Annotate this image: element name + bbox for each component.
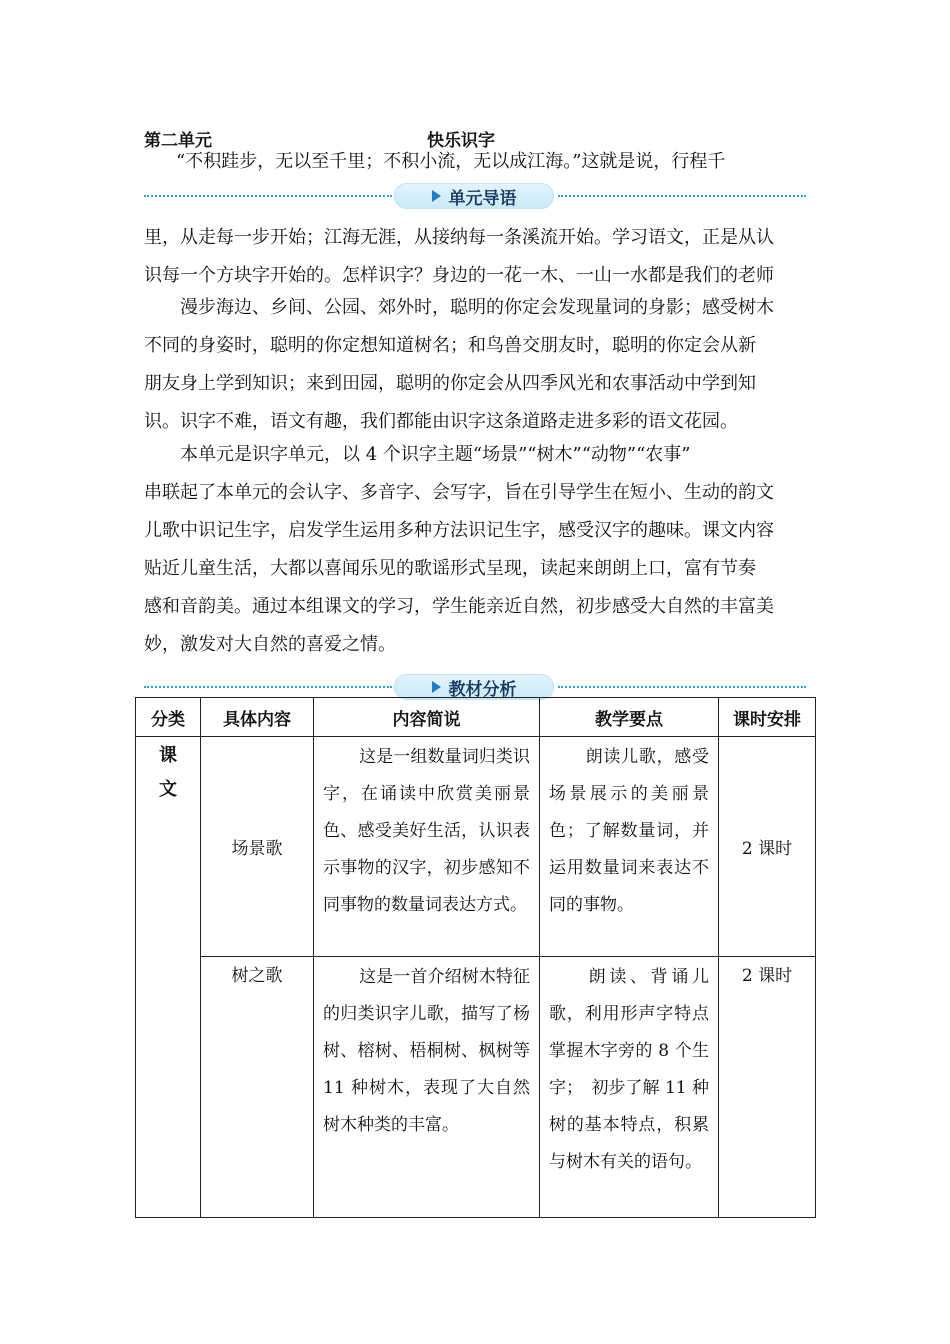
points-text: 朗读儿歌，感受场景展示的美丽景色；了解数量词，并运用数量词来表达不同的事物。 [549, 747, 709, 915]
text-line: 儿歌中识记生字，启发学生运用多种方法识记生字，感受汉字的趣味。课文内容 [144, 520, 774, 541]
text-line: 识每一个方块字开始的。怎样识字？身边的一花一木、一山一水都是我们的老师 [144, 265, 774, 286]
hours-cell: 2 课时 [719, 737, 816, 957]
text-line: 漫步海边、乡间、公园、郊外时，聪明的你定会发现量词的身影；感受树木 [180, 297, 774, 318]
dotted-rule [558, 686, 806, 688]
summary-text: 这是一组数量词归类识字，在诵读中欣赏美丽景色、感受美好生活，认识表示事物的汉字，初步感知不同事物的数量词表达方式。 [323, 747, 530, 915]
category-cell [136, 737, 201, 1218]
text-line: 本单元是识字单元，以 4 个识字主题“场景”“树木”“动物”“农事” [180, 444, 691, 465]
content-name-cell: 树之歌 [201, 957, 314, 1218]
content-name-cell: 场景歌 [201, 737, 314, 957]
category-char: 文 [159, 779, 177, 800]
banner-text: 单元导语 [448, 188, 517, 209]
column-header: 教学要点 [540, 698, 719, 737]
category-char: 课 [159, 745, 177, 766]
intro-first-line [176, 143, 806, 181]
column-header: 具体内容 [201, 698, 314, 737]
text-line: 不同的身姿时，聪明的你定想知道树名；和鸟兽交朋友时，聪明的你定会从新 [144, 335, 756, 356]
column-header: 内容简说 [314, 698, 540, 737]
intro-paragraph-2 [144, 289, 806, 441]
teaching-points-cell [540, 737, 719, 957]
table-header-row [136, 698, 816, 737]
unit-label: 第二单元 [144, 131, 212, 151]
dotted-rule [144, 686, 392, 688]
summary-cell [314, 737, 540, 957]
play-arrow-icon [432, 190, 441, 202]
teaching-points-cell [540, 957, 719, 1218]
text-line: 妙，激发对大自然的喜爱之情。 [144, 634, 396, 655]
summary-text: 这是一首介绍树木特征的归类识字儿歌，描写了杨树、榕树、梧桐树、枫树等 11 种树木，表现了大自然树木种类的丰富。 [323, 967, 530, 1135]
table-row [136, 737, 816, 957]
dotted-rule [558, 195, 806, 197]
text-line: 串联起了本单元的会认字、多音字、会写字，旨在引导学生在短小、生动的韵文 [144, 482, 774, 503]
hours-cell: 2 课时 [719, 957, 816, 1218]
banner-text: 教材分析 [448, 679, 517, 700]
play-arrow-icon [432, 681, 441, 693]
guide-banner [144, 183, 806, 209]
text-line: 贴近儿童生活，大都以喜闻乐见的歌谣形式呈现，读起来朗朗上口，富有节奏 [144, 558, 756, 579]
points-text: 朗读、背诵儿歌，利用形声字特点掌握木字旁的 8 个生字； 初步了解 11 种树的基本特点，积累与树木有关的语句。 [549, 967, 709, 1172]
intro-paragraph-3 [144, 436, 806, 664]
unit-title: 快乐识字 [427, 131, 495, 151]
text-line: 朋友身上学到知识；来到田园，聪明的你定会从四季风光和农事活动中学到知 [144, 373, 756, 394]
text-line: 识。识字不难，语文有趣，我们都能由识字这条道路走进多彩的语文花园。 [144, 411, 738, 432]
intro-paragraph-1 [144, 219, 806, 295]
material-analysis-table [135, 697, 816, 1218]
table-row [136, 957, 816, 1218]
text-line: “不积跬步，无以至千里；不积小流，无以成江海。”这就是说，行程千 [176, 151, 726, 172]
guide-banner-label [394, 183, 554, 209]
column-header: 分类 [136, 698, 201, 737]
text-line: 里，从走每一步开始；江海无涯，从接纳每一条溪流开始。学习语文，正是从认 [144, 227, 774, 248]
summary-cell [314, 957, 540, 1218]
text-line: 感和音韵美。通过本组课文的学习，学生能亲近自然，初步感受大自然的丰富美 [144, 596, 774, 617]
column-header: 课时安排 [719, 698, 816, 737]
dotted-rule [144, 195, 392, 197]
